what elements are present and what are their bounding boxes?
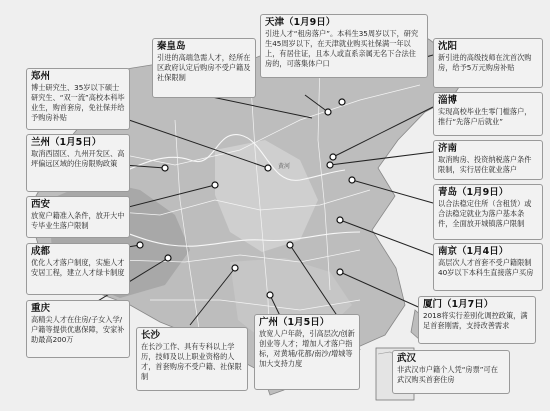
policy-text-nanjing: 高层次人才首套不受户籍限制40岁以下本科生直接落户买房 <box>438 258 534 277</box>
marker-qingdao <box>349 177 355 183</box>
city-name-xiamen: 厦门（1月7日） <box>423 299 494 310</box>
callout-tianjin <box>260 14 428 78</box>
policy-text-zibo: 实现高校毕业生零门槛落户，推行“先落户后就业” <box>438 107 532 126</box>
marker-lanzhou <box>162 165 168 171</box>
marker-changsha <box>232 265 238 271</box>
policy-text-guangzhou: 放宽人户年龄，引高层次/创新创业等人才；增加人才落户指标，对黄埔/花都/南沙/增城等加大支持力度 <box>259 329 355 368</box>
callout-jinan <box>433 140 543 180</box>
callout-xian <box>26 196 130 238</box>
policy-text-lanzhou: 取消西固区、九州开发区、高坪偏远区域的住房限购政策 <box>31 149 125 168</box>
city-name-guangzhou: 广州（1月5日） <box>259 317 330 328</box>
city-name-qinhuangdao: 秦皇岛 <box>157 41 186 52</box>
city-name-shenyang: 沈阳 <box>438 41 458 52</box>
city-name-nanjing: 南京（1月4日） <box>438 246 509 257</box>
city-name-lanzhou: 兰州（1月5日） <box>31 137 102 148</box>
marker-wuhan <box>287 242 293 248</box>
policy-text-qingdao: 以合法稳定住所（含租赁）或合法稳定就业为落户基本条件，全面放开城镇落户限制 <box>438 199 532 228</box>
city-name-wuhan: 武汉 <box>397 353 417 364</box>
city-name-jinan: 济南 <box>438 143 458 154</box>
city-name-chongqing: 重庆 <box>31 303 51 314</box>
callout-qingdao <box>433 184 543 240</box>
city-name-qingdao: 青岛（1月9日） <box>438 187 509 198</box>
callout-wuhan <box>392 350 510 394</box>
callout-guangzhou <box>254 314 360 390</box>
marker-qinhuangdao <box>339 99 345 105</box>
policy-text-changsha: 在长沙工作、具有专科以上学历，技师及以上职业资格的人才，首套购房不受户籍、社保限制 <box>141 342 242 381</box>
marker-jinan <box>327 162 333 168</box>
policy-text-xiamen: 2018将实行差别化调控政策，满足首套刚需，支持改善需求 <box>423 311 528 330</box>
marker-chengdu <box>137 242 143 248</box>
marker-xiamen <box>337 269 343 275</box>
callout-zhengzhou <box>26 68 130 130</box>
marker-guangzhou <box>267 292 273 298</box>
callout-chongqing <box>26 300 130 358</box>
policy-text-zhengzhou: 博士研究生、35岁以下硕士研究生、“双一流”高校本科毕业生，购首套房，免社保并给予购房补贴 <box>31 83 125 122</box>
city-name-zhengzhou: 郑州 <box>31 71 51 82</box>
city-name-xian: 西安 <box>31 199 51 210</box>
callout-lanzhou <box>26 134 130 192</box>
city-name-changsha: 长沙 <box>141 330 161 341</box>
city-name-chengdu: 成都 <box>31 246 51 257</box>
city-name-zibo: 淄博 <box>438 95 458 106</box>
policy-text-qinhuangdao: 引进的高端急需人才，经所在区政府认定后购房不受户籍及社保限制 <box>157 53 251 82</box>
marker-tianjin <box>325 109 331 115</box>
policy-text-shenyang: 新引进的高级技师在沈首次购房，给予5万元购房补贴 <box>438 53 532 72</box>
policy-text-tianjin: 引进人才“租房落户”。本科生35周岁以下，研究生45周岁以下，在天津就业购买社保满一年以上，有居住证，且本人或直系亲属无名下合法住房的，可落集体户口 <box>265 29 419 68</box>
marker-nanjing <box>337 217 343 223</box>
city-name-tianjin: 天津（1月9日） <box>265 17 336 28</box>
callout-shenyang <box>433 38 543 88</box>
policy-text-chengdu: 优化人才落户制度，实施人才安居工程，建立人才绿卡制度 <box>31 258 125 277</box>
marker-chongqing <box>165 255 171 261</box>
callout-zibo <box>433 92 543 136</box>
policy-text-xian: 放宽户籍准入条件，放开大中专毕业生落户限制 <box>31 211 125 230</box>
callout-changsha <box>136 327 248 391</box>
callout-xiamen <box>418 296 536 344</box>
callout-qinhuangdao <box>152 38 256 98</box>
river-label: 黄河 <box>278 163 291 170</box>
marker-xian <box>212 182 218 188</box>
policy-text-chongqing: 高精尖人才在住房/子女入学/户籍等提供优惠保障，安家补助最高200万 <box>31 315 125 344</box>
marker-zibo <box>330 154 336 160</box>
marker-zhengzhou <box>265 165 271 171</box>
callout-chengdu <box>26 243 130 295</box>
callout-nanjing <box>433 243 543 291</box>
policy-text-jinan: 取消购房、投资纳税落户条件限制，实行居住就业落户 <box>438 155 532 174</box>
policy-text-wuhan: 非武汉市户籍个人凭“房票”可在武汉购买首套住房 <box>397 365 498 384</box>
